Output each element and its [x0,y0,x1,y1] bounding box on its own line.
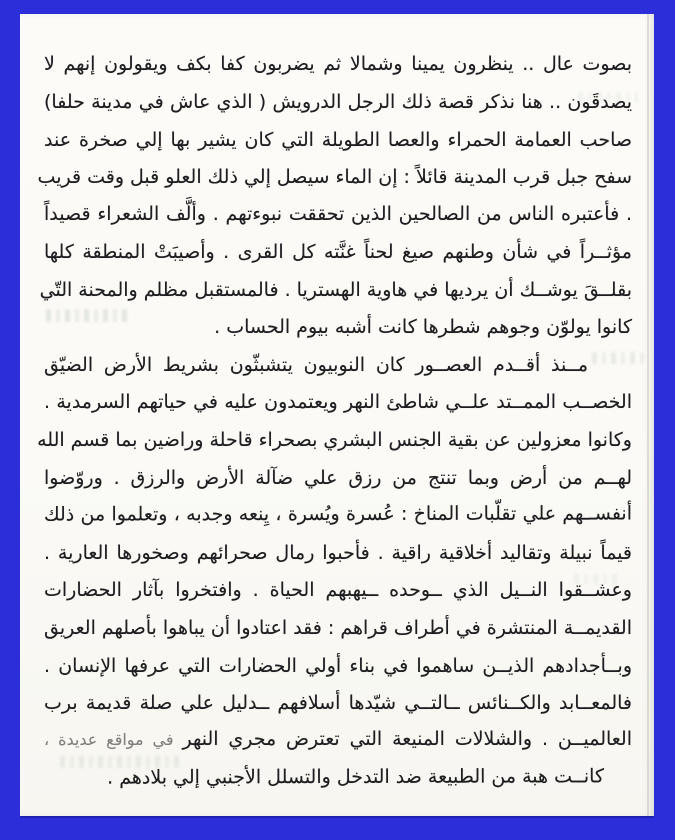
text-line: بصوت عال .. ينظرون يمينا وشمالا ثم يضربون كفا بكف ويقولون إنهم لا [44,53,632,75]
text-line-paragraph-end: كانــت هبة من الطبيعة ضد التدخل والتسلل الأجنبي إلي بلادهم . [107,765,605,789]
text-line-with-faint-tail [44,721,632,759]
page-edge-shadow [647,14,649,816]
text-line: فالمعــابد والكــنائس ــالتــي شيّدها أسلافهم ــدليل علي صلة قديمة برب [44,692,632,715]
text-line: صاحب العمامة الحمراء والعصا الطويلة التي كان يشير بها إلي صخرة عند [44,129,632,152]
text-line: وبــأجدادهم الذيــن ساهموا في بناء أولي الحضارات التي عرفها الإنسان . [44,654,632,677]
text-line: . فأعتبره الناس من الصالحين الذين تحققت نبوءتهم . وألَّف الشعراء قصيداً [44,203,632,226]
text-line-main: العالميــن . والشلالات المنيعة التي تعترض مجري النهر [182,727,633,750]
text-line: القديمــة المنتشرة في أطراف قراهم : فقد اعتادوا أن يباهوا بأصلهم العريق [44,616,632,639]
text-line: لهــم من أرض وبما تنتج من رزق علي ضآلة الأرض والرزق . وروّضوا [44,466,632,489]
text-line: الخصــب الممــتد علــي شاطئ النهر ويعتمدون عليه في حياتهم السرمدية . [44,391,632,414]
text-line: وكانوا معزولين عن بقية الجنس البشري بصحراء قاحلة وراضين بما قسم الله [37,428,632,451]
body-text [37,46,633,798]
text-line: يصدقَون .. هنا نذكر قصة ذلك الرجل الدرويش ( الذي عاش في مدينة حلفا) [44,90,632,113]
scanned-page [20,14,654,818]
text-line: وعشــقوا النــيل الذي ــوحده ــيهبهم الحياة . وافتخروا بآثار الحضارات [44,579,632,602]
text-line: بقلــقَ يوشــك أن يرديها في هاوية الهستريا . فالمستقبل مظلم والمحنة التّي [39,278,632,301]
text-line: أنفســهم علي تقلّبات المناخ : عُسرة ويُسرة ، يِنعه وجدبه ، وتعلموا من ذلك [43,502,633,526]
text-line-paragraph-start: مــنذ أقــدم العصــور كان النوبيون يتشبثّون بشريط الأرض الضيّق [44,353,588,376]
text-line: مؤثــراً في شأن وطنهم صيغ لحناً غنَّته كل القرى . وأصيبَتْ المنطقة كلها [44,240,632,263]
text-line-faint-tail: في مواقع عديدة ، [44,729,183,749]
text-line: قيماً نبيلة وتقاليد أخلاقية راقية . فأحبوا رمال صحرائهم وصخورها العارية . [44,541,632,564]
text-line-paragraph-end: كانوا يولوّن وجوهم شطرها كانت أشبه بيوم الحساب . [214,316,632,339]
text-line: سفح جبل قرب المدينة قائلاً : إن الماء سيصل إلي ذلك العلو قبل وقت قريب [37,165,632,188]
